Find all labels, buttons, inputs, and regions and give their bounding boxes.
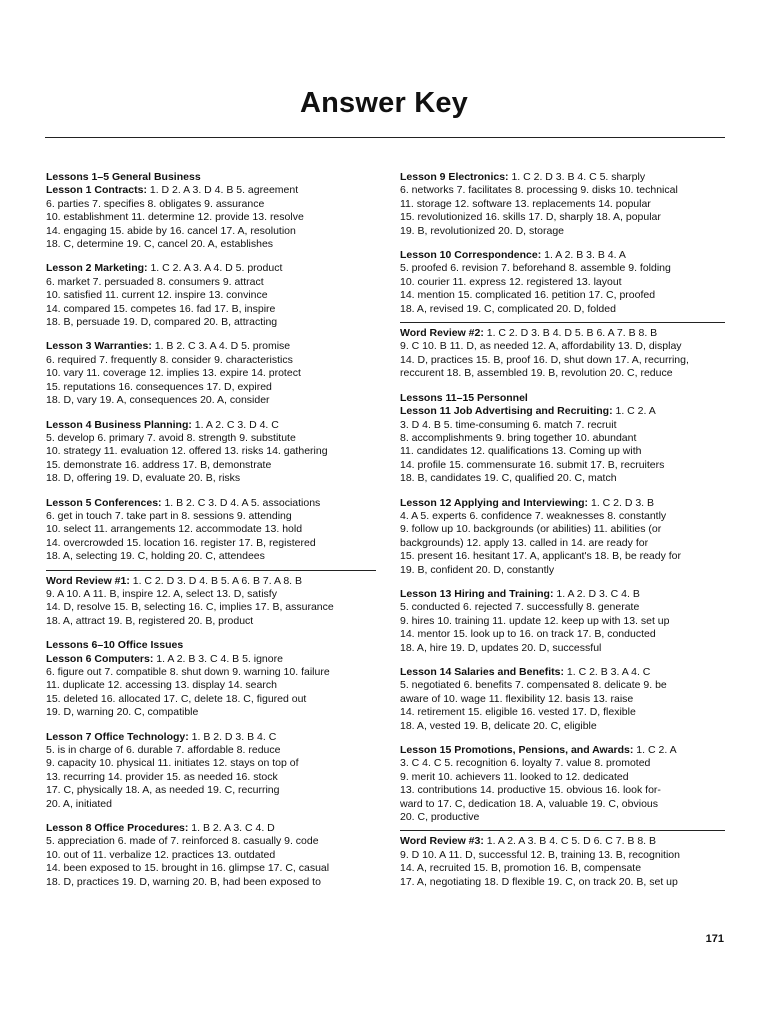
answer-section bbox=[46, 340, 376, 407]
answer-text: 14. profile 15. commensurate 16. submit 17. B, recruiters bbox=[400, 458, 665, 471]
answer-text: 18. A, selecting 19. C, holding 20. C, attendees bbox=[46, 550, 265, 563]
answer-line bbox=[400, 642, 725, 655]
lesson-heading: Lesson 9 Electronics: bbox=[400, 171, 509, 183]
lesson-heading: Lessons 1–5 General Business bbox=[46, 171, 201, 183]
answer-text: 1. C 2. A bbox=[612, 405, 656, 418]
answer-section bbox=[400, 392, 725, 486]
answer-line bbox=[400, 392, 725, 405]
answer-line bbox=[400, 693, 725, 706]
answer-section bbox=[46, 639, 376, 719]
answer-text: 5. appreciation 6. made of 7. reinforced 8. casually 9. code bbox=[46, 835, 319, 848]
lesson-heading: Lesson 11 Job Advertising and Recruiting: bbox=[400, 405, 613, 418]
answer-line bbox=[46, 601, 376, 614]
answer-line bbox=[400, 249, 725, 262]
answer-text: 1. A 2. C 3. D 4. C bbox=[191, 418, 279, 431]
answer-line bbox=[400, 835, 725, 848]
answer-line bbox=[400, 327, 725, 340]
answer-text: 10. vary 11. coverage 12. implies 13. expire 14. protect bbox=[46, 367, 301, 380]
answer-text: 20. C, productive bbox=[400, 811, 480, 824]
answer-text: 6. market 7. persuaded 8. consumers 9. attract bbox=[46, 275, 264, 288]
answer-text: 13. contributions 14. productive 15. obvious 16. look for- bbox=[400, 784, 661, 797]
answer-line bbox=[46, 211, 376, 224]
answer-line bbox=[400, 771, 725, 784]
answer-line bbox=[46, 862, 376, 875]
answer-line bbox=[46, 639, 376, 652]
answer-text: 1. B 2. A 3. C 4. D bbox=[188, 822, 275, 835]
answer-text: 11. storage 12. software 13. replacements 14. popular bbox=[400, 197, 651, 210]
answer-line bbox=[400, 876, 725, 889]
answer-line bbox=[46, 316, 376, 329]
answer-line bbox=[400, 784, 725, 797]
answer-line bbox=[46, 537, 376, 550]
answer-line bbox=[400, 510, 725, 523]
answer-text: 18. A, revised 19. C, complicated 20. D, folded bbox=[400, 302, 616, 315]
answer-line bbox=[46, 432, 376, 445]
answer-section bbox=[46, 419, 376, 486]
answer-section bbox=[46, 497, 376, 564]
answer-section bbox=[46, 822, 376, 889]
answer-line bbox=[400, 367, 725, 380]
answer-line bbox=[400, 184, 725, 197]
answer-text: 19. B, confident 20. D, constantly bbox=[400, 563, 555, 576]
answer-line bbox=[46, 276, 376, 289]
answer-text: 8. accomplishments 9. bring together 10. abundant bbox=[400, 431, 637, 444]
right-column bbox=[400, 171, 725, 900]
lesson-heading: Lesson 13 Hiring and Training: bbox=[400, 587, 554, 600]
answer-text: 5. proofed 6. revision 7. beforehand 8. assemble 9. folding bbox=[400, 262, 671, 275]
answer-line bbox=[46, 394, 376, 407]
lesson-heading: Lessons 6–10 Office Issues bbox=[46, 639, 184, 652]
answer-text: 1. A 2. A 3. B 4. C 5. D 6. C 7. B 8. B bbox=[483, 835, 657, 848]
answer-line bbox=[400, 849, 725, 862]
answer-line bbox=[46, 550, 376, 563]
answer-line bbox=[46, 835, 376, 848]
answer-text: 1. C 2. A 3. A 4. D 5. product bbox=[147, 262, 283, 275]
answer-line bbox=[46, 679, 376, 692]
answer-text: 10. out of 11. verbalize 12. practices 13. outdated bbox=[46, 848, 276, 861]
answer-line bbox=[46, 523, 376, 536]
answer-text: 18. C, determine 19. C, cancel 20. A, establishes bbox=[46, 238, 274, 251]
answer-line bbox=[46, 459, 376, 472]
answer-line bbox=[46, 198, 376, 211]
lesson-heading: Lessons 11–15 Personnel bbox=[400, 391, 528, 404]
lesson-heading: Word Review #1: bbox=[46, 574, 130, 587]
answer-text: 18. A, vested 19. B, delicate 20. C, eligible bbox=[400, 719, 597, 732]
lesson-heading: Lesson 3 Warranties: bbox=[46, 340, 152, 353]
answer-text: 9. C 10. B 11. D, as needed 12. A, affordability 13. D, display bbox=[400, 340, 682, 353]
answer-line bbox=[400, 472, 725, 485]
answer-text: 18. A, hire 19. D, updates 20. D, successful bbox=[400, 641, 602, 654]
answer-text: 5. conducted 6. rejected 7. successfully 8. generate bbox=[400, 601, 640, 614]
answer-line bbox=[400, 354, 725, 367]
answer-text: 10. select 11. arrangements 12. accommodate 13. hold bbox=[46, 523, 303, 536]
left-column bbox=[46, 171, 376, 900]
section-divider bbox=[400, 830, 725, 831]
answer-text: 3. C 4. C 5. recognition 6. loyalty 7. value 8. promoted bbox=[400, 757, 651, 770]
answer-text: 5. is in charge of 6. durable 7. affordable 8. reduce bbox=[46, 744, 281, 757]
answer-text: 1. C 2. B 3. A 4. C bbox=[563, 666, 651, 678]
answer-section bbox=[46, 171, 376, 251]
answer-text: 6. networks 7. facilitates 8. processing 9. disks 10. technical bbox=[400, 184, 678, 197]
lesson-heading: Lesson 15 Promotions, Pensions, and Awards: bbox=[400, 744, 634, 757]
answer-line bbox=[400, 262, 725, 275]
answer-line bbox=[46, 615, 376, 628]
answer-text: 14. been exposed to 15. brought in 16. glimpse 17. C, casual bbox=[46, 862, 330, 875]
answer-text: 6. figure out 7. compatible 8. shut down 9. warning 10. failure bbox=[46, 666, 330, 678]
answer-line bbox=[400, 628, 725, 641]
lesson-heading: Lesson 2 Marketing: bbox=[46, 262, 148, 275]
answer-text: 19. D, warning 20. C, compatible bbox=[46, 706, 199, 719]
answer-line bbox=[46, 367, 376, 380]
answer-line bbox=[400, 537, 725, 550]
answer-line bbox=[400, 303, 725, 316]
answer-text: 1. A 2. B 3. C 4. B 5. ignore bbox=[153, 652, 283, 665]
answer-section bbox=[46, 731, 376, 811]
answer-line bbox=[46, 445, 376, 458]
answer-line bbox=[400, 588, 725, 601]
answer-line bbox=[400, 798, 725, 811]
answer-text: 14. engaging 15. abide by 16. cancel 17. A, resolution bbox=[46, 224, 296, 237]
answer-text: aware of 10. wage 11. flexibility 12. basis 13. raise bbox=[400, 692, 634, 705]
answer-text: 18. A, attract 19. B, registered 20. B, product bbox=[46, 614, 254, 627]
answer-text: 6. parties 7. specifies 8. obligates 9. assurance bbox=[46, 197, 265, 210]
answer-text: 1. B 2. D 3. B 4. C bbox=[188, 730, 277, 743]
lesson-heading: Lesson 6 Computers: bbox=[46, 652, 154, 665]
answer-text: 11. candidates 12. qualifications 13. Coming up with bbox=[400, 445, 642, 458]
answer-text: 14. retirement 15. eligible 16. vested 17. D, flexible bbox=[400, 706, 636, 719]
answer-text: 9. hires 10. training 11. update 12. keep up with 13. set up bbox=[400, 614, 670, 627]
answer-line bbox=[400, 811, 725, 824]
answer-line bbox=[400, 615, 725, 628]
answer-text: 18. D, offering 19. D, evaluate 20. B, risks bbox=[46, 472, 241, 485]
answer-line bbox=[400, 405, 725, 418]
answer-section bbox=[400, 744, 725, 824]
lesson-heading: Lesson 7 Office Technology: bbox=[46, 730, 189, 743]
answer-text: 5. negotiated 6. benefits 7. compensated 8. delicate 9. be bbox=[400, 679, 667, 692]
answer-line bbox=[46, 381, 376, 394]
answer-line bbox=[400, 550, 725, 563]
answer-line bbox=[46, 588, 376, 601]
answer-section bbox=[400, 249, 725, 316]
page-number: 171 bbox=[705, 933, 724, 945]
answer-text: 10. strategy 11. evaluation 12. offered 13. risks 14. gathering bbox=[46, 445, 328, 458]
answer-text: 15. demonstrate 16. address 17. B, demonstrate bbox=[46, 458, 272, 471]
lesson-heading: Word Review #2: bbox=[400, 327, 484, 340]
answer-text: 1. C 2. D 3. B bbox=[588, 496, 655, 509]
answer-text: ward to 17. C, dedication 18. A, valuable 19. C, obvious bbox=[400, 797, 658, 810]
answer-text: 14. overcrowded 15. location 16. register 17. B, registered bbox=[46, 536, 316, 549]
answer-text: 14. D, practices 15. B, proof 16. D, shut down 17. A, recurring, bbox=[400, 353, 689, 366]
answer-text: 6. required 7. frequently 8. consider 9. characteristics bbox=[46, 353, 293, 366]
answer-line bbox=[46, 784, 376, 797]
answer-section bbox=[400, 497, 725, 577]
answer-section bbox=[400, 588, 725, 655]
answer-line bbox=[400, 171, 725, 184]
answer-line bbox=[400, 679, 725, 692]
answer-line bbox=[46, 303, 376, 316]
answer-line bbox=[46, 666, 376, 679]
lesson-heading: Lesson 12 Applying and Interviewing: bbox=[400, 496, 589, 509]
answer-text: 14. mention 15. complicated 16. petition 17. C, proofed bbox=[400, 289, 656, 302]
answer-text: 1. C 2. D 3. B 4. C 5. sharply bbox=[508, 171, 646, 183]
answer-line bbox=[46, 289, 376, 302]
answer-line bbox=[46, 497, 376, 510]
answer-line bbox=[46, 798, 376, 811]
answer-line bbox=[46, 822, 376, 835]
lesson-heading: Lesson 5 Conferences: bbox=[46, 496, 162, 509]
answer-section bbox=[400, 830, 725, 889]
answer-line bbox=[400, 419, 725, 432]
answer-line bbox=[46, 472, 376, 485]
answer-line bbox=[46, 171, 376, 184]
answer-line bbox=[46, 225, 376, 238]
answer-text: 15. revolutionized 16. skills 17. D, sharply 18. A, popular bbox=[400, 211, 661, 224]
answer-line bbox=[46, 744, 376, 757]
answer-text: 18. D, vary 19. A, consequences 20. A, consider bbox=[46, 394, 270, 407]
answer-text: 17. A, negotiating 18. D flexible 19. C, on track 20. B, set up bbox=[400, 875, 678, 888]
answer-text: 6. get in touch 7. take part in 8. sessions 9. attending bbox=[46, 509, 292, 522]
answer-text: 15. present 16. hesitant 17. A, applicant's 18. B, be ready for bbox=[400, 550, 682, 563]
answer-text: 9. merit 10. achievers 11. looked to 12. dedicated bbox=[400, 770, 629, 783]
lesson-heading: Lesson 1 Contracts: bbox=[46, 184, 147, 197]
answer-line bbox=[46, 771, 376, 784]
answer-section bbox=[46, 570, 376, 629]
answer-line bbox=[400, 744, 725, 757]
answer-line bbox=[46, 693, 376, 706]
answer-text: 1. C 2. D 3. B 4. D 5. B 6. A 7. B 8. B bbox=[483, 327, 658, 340]
answer-text: 1. B 2. C 3. D 4. A 5. associations bbox=[161, 496, 321, 509]
answer-line bbox=[400, 666, 725, 679]
answer-text: 9. A 10. A 11. B, inspire 12. A, select 13. D, satisfy bbox=[46, 587, 277, 600]
answer-line bbox=[46, 419, 376, 432]
answer-text: reccurent 18. B, assembled 19. B, revolution 20. C, reduce bbox=[400, 367, 673, 380]
answer-line bbox=[46, 575, 376, 588]
answer-line bbox=[46, 849, 376, 862]
answer-text: 17. C, physically 18. A, as needed 19. C, recurring bbox=[46, 784, 280, 797]
answer-line bbox=[46, 706, 376, 719]
answer-section bbox=[400, 322, 725, 381]
answer-line bbox=[400, 862, 725, 875]
answer-text: 4. A 5. experts 6. confidence 7. weaknesses 8. constantly bbox=[400, 509, 667, 522]
answer-text: 9. follow up 10. backgrounds (or abilities) 11. abilities (or bbox=[400, 523, 662, 536]
page-title: Answer Key bbox=[299, 87, 468, 120]
answer-section bbox=[46, 262, 376, 329]
answer-line bbox=[400, 601, 725, 614]
answer-line bbox=[46, 340, 376, 353]
answer-line bbox=[46, 876, 376, 889]
answer-text: 18. B, persuade 19. D, compared 20. B, attracting bbox=[46, 316, 278, 329]
answer-line bbox=[46, 262, 376, 275]
answer-text: 20. A, initiated bbox=[46, 797, 112, 810]
lesson-heading: Lesson 4 Business Planning: bbox=[46, 418, 192, 431]
answer-text: 14. mentor 15. look up to 16. on track 17. B, conducted bbox=[400, 628, 656, 641]
answer-text: 14. D, resolve 15. B, selecting 16. C, implies 17. B, assurance bbox=[46, 601, 334, 614]
answer-text: 10. courier 11. express 12. registered 13. layout bbox=[400, 275, 622, 288]
answer-text: 14. A, recruited 15. B, promotion 16. B, compensate bbox=[400, 862, 642, 875]
answer-text: backgrounds) 12. apply 13. called in 14. are ready for bbox=[400, 536, 649, 549]
answer-text: 9. D 10. A 11. D, successful 12. B, training 13. B, recognition bbox=[400, 848, 680, 861]
answer-line bbox=[46, 354, 376, 367]
answer-text: 15. reputations 16. consequences 17. D, expired bbox=[46, 380, 272, 393]
answer-text: 5. develop 6. primary 7. avoid 8. strength 9. substitute bbox=[46, 431, 296, 444]
answer-line bbox=[46, 238, 376, 251]
answer-text: 1. A 2. B 3. B 4. A bbox=[541, 249, 626, 262]
lesson-heading: Lesson 10 Correspondence: bbox=[400, 249, 542, 262]
lesson-heading: Lesson 8 Office Procedures: bbox=[46, 822, 189, 835]
answer-text: 14. compared 15. competes 16. fad 17. B, inspire bbox=[46, 302, 276, 315]
answer-text: 1. C 2. A bbox=[633, 744, 677, 757]
answer-line bbox=[400, 340, 725, 353]
title-divider bbox=[45, 137, 725, 138]
answer-text: 19. B, revolutionized 20. D, storage bbox=[400, 224, 565, 237]
lesson-heading: Word Review #3: bbox=[400, 835, 484, 848]
answer-text: 11. duplicate 12. accessing 13. display 14. search bbox=[46, 679, 277, 692]
answer-line bbox=[46, 510, 376, 523]
answer-text: 1. B 2. C 3. A 4. D 5. promise bbox=[151, 340, 291, 353]
answer-text: 15. deleted 16. allocated 17. C, delete 18. C, figured out bbox=[46, 692, 307, 705]
answer-line bbox=[46, 653, 376, 666]
answer-line bbox=[46, 757, 376, 770]
answer-line bbox=[46, 184, 376, 197]
answer-section bbox=[400, 171, 725, 238]
answer-line bbox=[400, 720, 725, 733]
answer-line bbox=[400, 276, 725, 289]
answer-line bbox=[400, 445, 725, 458]
answer-text: 9. capacity 10. physical 11. initiates 12. stays on top of bbox=[46, 757, 299, 770]
answer-line bbox=[400, 432, 725, 445]
answer-line bbox=[400, 523, 725, 536]
answer-text: 10. establishment 11. determine 12. provide 13. resolve bbox=[46, 211, 304, 224]
section-divider bbox=[400, 322, 725, 323]
answer-line bbox=[400, 564, 725, 577]
answer-line bbox=[400, 706, 725, 719]
answer-text: 1. C 2. D 3. D 4. B 5. A 6. B 7. A 8. B bbox=[129, 574, 303, 587]
answer-line bbox=[400, 198, 725, 211]
answer-line bbox=[400, 459, 725, 472]
answer-text: 10. satisfied 11. current 12. inspire 13. convince bbox=[46, 289, 268, 302]
answer-text: 13. recurring 14. provider 15. as needed 16. stock bbox=[46, 770, 278, 783]
answer-section bbox=[400, 666, 725, 733]
answer-text: 3. D 4. B 5. time-consuming 6. match 7. recruit bbox=[400, 418, 617, 431]
answer-text: 18. B, candidates 19. C, qualified 20. C, match bbox=[400, 472, 617, 485]
answer-line bbox=[400, 757, 725, 770]
answer-line bbox=[400, 211, 725, 224]
section-divider bbox=[46, 570, 376, 571]
lesson-heading: Lesson 14 Salaries and Benefits: bbox=[400, 666, 564, 678]
answer-line bbox=[400, 225, 725, 238]
answer-line bbox=[46, 731, 376, 744]
answer-line bbox=[400, 497, 725, 510]
answer-text: 1. A 2. D 3. C 4. B bbox=[553, 587, 640, 600]
answer-text: 18. D, practices 19. D, warning 20. B, had been exposed to bbox=[46, 875, 321, 888]
answer-line bbox=[400, 289, 725, 302]
answer-text: 1. D 2. A 3. D 4. B 5. agreement bbox=[146, 184, 299, 197]
